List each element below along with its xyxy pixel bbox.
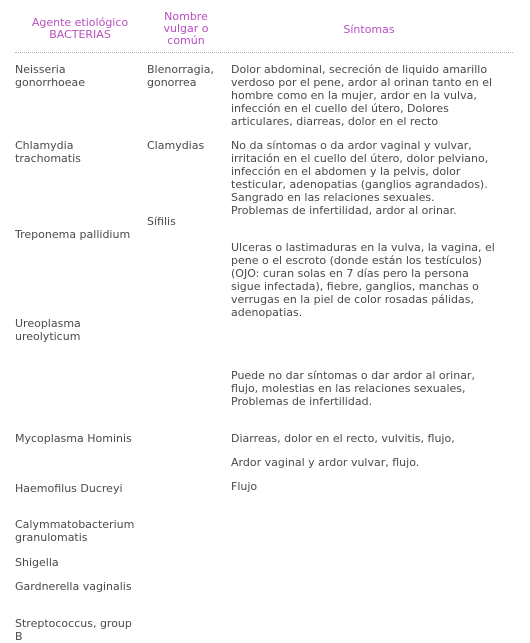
header-agent: Agente etiológico BACTERIAS: [31, 16, 129, 41]
agent-cell: Streptococcus, group B: [15, 617, 132, 643]
header-divider: [15, 52, 513, 53]
symptoms-cell: Ulceras o lastimaduras en la vulva, la vagina, el pene o el escroto (donde están los testículos) (OJO: curan solas en 7 días pero la persona sigue infectada), fiebre, ganglios, manchas o verrugas en la piel de color rosadas pálidas, adenopatias.: [231, 241, 495, 319]
agent-cell: Shigella: [15, 556, 59, 569]
agent-cell: Neisseria gonorrhoeae: [15, 63, 86, 89]
agent-cell: Calymmatobacterium granulomatis: [15, 518, 135, 544]
agent-cell: Treponema pallidium: [15, 228, 131, 241]
header-common-name: Nombre vulgar o común: [163, 10, 209, 47]
agent-cell: Chlamydia trachomatis: [15, 139, 81, 165]
symptoms-cell: Flujo: [231, 480, 258, 493]
symptoms-cell: Diarreas, dolor en el recto, vulvitis, flujo,: [231, 432, 455, 445]
header-symptoms: Síntomas: [343, 23, 395, 36]
agent-cell: Ureoplasma ureolyticum: [15, 317, 81, 343]
symptoms-cell: Ardor vaginal y ardor vulvar, flujo.: [231, 456, 420, 469]
common-name-cell: Sífilis: [147, 215, 176, 228]
agent-cell: Haemofilus Ducreyi: [15, 482, 123, 495]
common-name-cell: Clamydias: [147, 139, 205, 152]
agent-cell: Mycoplasma Hominis: [15, 432, 132, 445]
symptoms-cell: Dolor abdominal, secreción de liquido amarillo verdoso por el pene, ardor al orinan tanto en el hombre como en la mujer, ardor en la vulva, infección en el cuello del útero, Dolores articulares, diarreas, dolor en el recto: [231, 63, 493, 128]
common-name-cell: Blenorragia, gonorrea: [147, 63, 214, 89]
symptoms-cell: No da síntomas o da ardor vaginal y vulvar, irritación en el cuello del útero, dolor pelviano, infección en el abdomen y la pelvis, dolor testicular, adenopatias (ganglios agrandados). Sangrado en las relaciones sexuales. Problemas de infertilidad, ardor al orinar.: [231, 139, 489, 217]
symptoms-cell: Puede no dar síntomas o dar ardor al orinar, flujo, molestias en las relaciones sexuales, Problemas de infertilidad.: [231, 369, 475, 408]
agent-cell: Gardnerella vaginalis: [15, 580, 132, 593]
